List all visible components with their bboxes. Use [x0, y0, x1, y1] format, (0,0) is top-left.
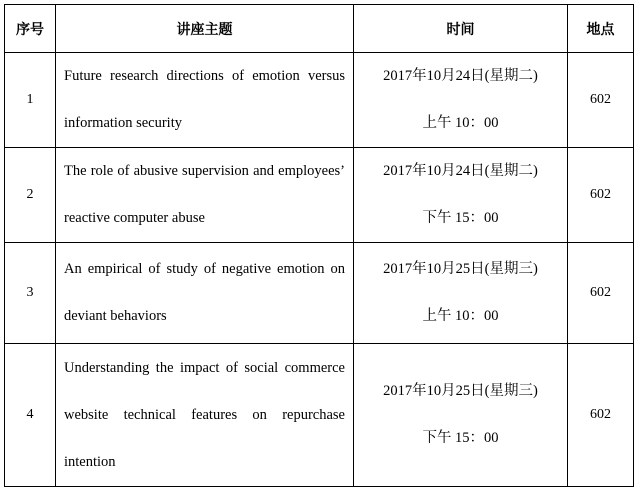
- lecture-schedule-table: [4, 4, 634, 487]
- header-place: 地点: [568, 5, 634, 53]
- cell-place: 602: [568, 344, 634, 487]
- cell-clock-time: 下午 15：00: [422, 430, 499, 446]
- table-row: [5, 53, 634, 148]
- header-topic: 讲座主题: [56, 5, 354, 53]
- cell-no: 1: [5, 53, 56, 148]
- cell-date: 2017年10月24日(星期二): [383, 163, 538, 179]
- table-header-row: [5, 5, 634, 53]
- table-row: [5, 148, 634, 243]
- table-row: [5, 344, 634, 487]
- cell-topic: The role of abusive supervision and employees’ reactive computer abuse: [56, 148, 354, 243]
- cell-date: 2017年10月25日(星期三): [383, 383, 538, 399]
- cell-time: [354, 243, 568, 344]
- cell-time: [354, 53, 568, 148]
- cell-topic: Understanding the impact of social commerce website technical features on repurchase intention: [56, 344, 354, 487]
- cell-topic: Future research directions of emotion versus information security: [56, 53, 354, 148]
- cell-place: 602: [568, 148, 634, 243]
- header-time: 时间: [354, 5, 568, 53]
- cell-topic: An empirical of study of negative emotion on deviant behaviors: [56, 243, 354, 344]
- header-no: 序号: [5, 5, 56, 53]
- cell-date: 2017年10月24日(星期二): [383, 68, 538, 84]
- cell-place: 602: [568, 53, 634, 148]
- cell-place: 602: [568, 243, 634, 344]
- cell-clock-time: 上午 10：00: [422, 308, 499, 324]
- cell-no: 2: [5, 148, 56, 243]
- cell-no: 4: [5, 344, 56, 487]
- cell-clock-time: 上午 10：00: [422, 115, 499, 131]
- cell-no: 3: [5, 243, 56, 344]
- cell-time: [354, 344, 568, 487]
- cell-time: [354, 148, 568, 243]
- cell-clock-time: 下午 15：00: [422, 210, 499, 226]
- table-row: [5, 243, 634, 344]
- cell-date: 2017年10月25日(星期三): [383, 261, 538, 277]
